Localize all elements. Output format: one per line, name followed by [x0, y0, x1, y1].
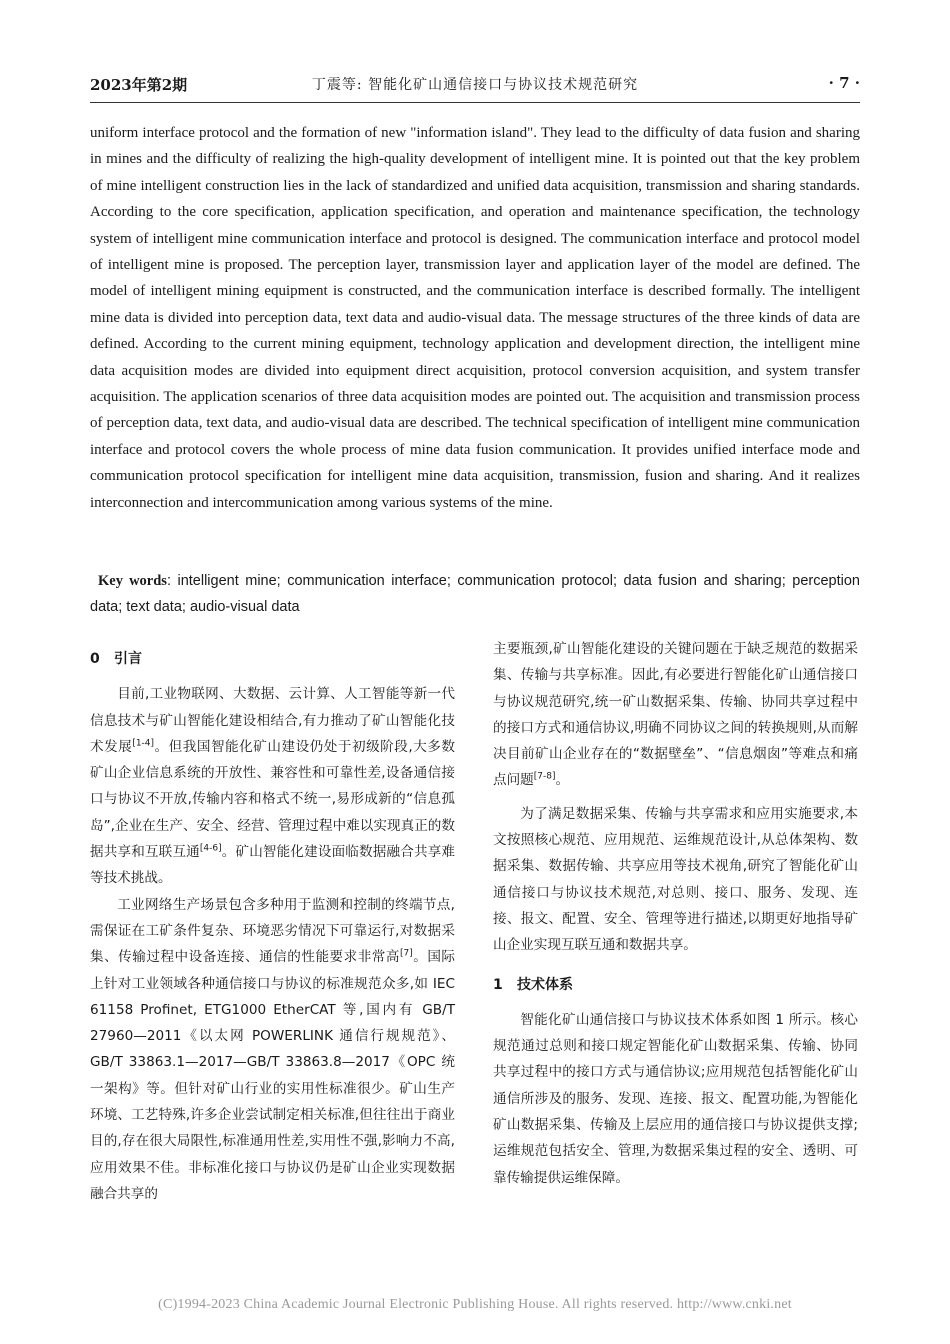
citation: [7-8] [533, 771, 556, 782]
keywords-label: Key words [98, 573, 167, 589]
right-column [493, 636, 858, 1191]
section-title: 引言 [114, 651, 142, 667]
page-number: · 7 · [828, 74, 860, 92]
text-run: 。 [555, 772, 570, 789]
text-run: 主要瓶颈,矿山智能化建设的关键问题在于缺乏规范的数据采集、传输与共享标准。因此,有必要进行智能化矿山通信接口与协议规范研究,统一矿山数据采集、传输、协同共享过程中的接口方式和通信协议,明确不同协议之间的转换规则,从而解决目前矿山企业存在的“数据壁垒”、“信息烟囱”等难点和痛点问题 [493, 641, 858, 789]
citation: [7] [399, 948, 413, 959]
paragraph-intro-1 [90, 681, 455, 891]
english-abstract: uniform interface protocol and the formation of new "information island". They lead to the difficulty of data fusion and sharing in mines and the difficulty of realizing the high-quality development of intelligent mine. It is pointed out that the key problem of mine intelligent construction lies in the lack of standardized and unified data acquisition, transmission and sharing standards. According to the core specification, application specification, and operation and maintenance specification, the technology system of intelligent mine communication interface and protocol is designed. The communication interface and protocol model of intelligent mine is proposed. The perception layer, transmission layer and application layer of the model are defined. The model of intelligent mining equipment is constructed, and the communication interface is described formally. The intelligent mine data is divided into perception data, text data and audio-visual data. The message structures of the three kinds of data are defined. According to the current mining equipment, technology application and development direction, the intelligent mine data acquisition modes are divided into equipment direct acquisition, protocol conversion acquisition, and system transfer acquisition. The application scenarios of three data acquisition modes are pointed out. The acquisition and transmission process of perception data, text data, and audio-visual data are described. The technical specification of intelligent mine communication interface and protocol covers the whole process of mine data fusion communication. It provides unified interface mode and communication protocol specification for intelligent mine data acquisition, transmission, fusion and sharing. And it realizes interconnection and intercommunication among various systems of the mine. [90, 125, 860, 511]
keywords [90, 568, 860, 620]
journal-issue: 2023年第2期 [90, 76, 188, 94]
section-number: 1 [493, 976, 503, 993]
left-column [90, 640, 455, 1207]
text-run: 目前,工业物联网、大数据、云计算、人工智能等新一代信息技术与矿山智能化建设相结合,有力推动了矿山智能化技术发展 [90, 686, 455, 755]
paragraph-intro-3: 为了满足数据采集、传输与共享需求和应用实施要求,本文按照核心规范、应用规范、运维规范设计,从总体架构、数据采集、数据传输、共享应用等技术视角,研究了智能化矿山通信接口与协议技术规范,对总则、接口、服务、发现、连接、报文、配置、安全、管理等进行描述,以期更好地指导矿山企业实现互联互通和数据共享。 [493, 805, 858, 954]
text-run: 。矿山智能化建设面临数据融合共享难等技术挑战。 [90, 844, 456, 887]
text-run: 工业网络生产场景包含多种用于监测和控制的终端节点,需保证在工矿条件复杂、环境恶劣情况下可靠运行,对数据采集、传输过程中设备连接、通信的性能要求非常高 [90, 896, 455, 966]
section-heading-tech-system [493, 972, 858, 998]
text-run: 。但我国智能化矿山建设仍处于初级阶段,大多数矿山企业信息系统的开放性、兼容性和可靠性差,设备通信接口与协议不开放,传输内容和格式不统一,易形成新的“信息孤岛”,企业在生产、安全、经营、管理过程中难以实现真正的数据共享和互联互通 [90, 738, 456, 861]
paragraph-intro-2 [90, 892, 455, 1208]
paragraph-tech-system-1: 智能化矿山通信接口与协议技术体系如图 1 所示。核心规范通过总则和接口规定智能化矿山数据采集、传输、协同共享过程中的接口方式与通信协议;应用规范包括智能化矿山通信所涉及的服务、发现、连接、报文、配置功能,为智能化矿山数据采集、传输及上层应用的通信接口与协议提供支撑;运维规范包括安全、管理,为数据采集过程的安全、透明、可靠传输提供运维保障。 [493, 1011, 858, 1186]
citation: [1-4] [132, 738, 155, 749]
section-title: 技术体系 [517, 976, 573, 993]
paragraph-intro-2-continued [493, 636, 858, 794]
section-heading-intro [90, 646, 455, 672]
citation: [4-6] [199, 843, 222, 854]
running-header [90, 72, 860, 103]
section-number: 0 [90, 651, 100, 667]
copyright-footer: (C)1994-2023 China Academic Journal Electronic Publishing House. All rights reserved. http://www.cnki.net [158, 1297, 792, 1312]
text-run: 。国际上针对工业领域各种通信接口与协议的标准规范众多,如 IEC 61158 Profinet, ETG1000 EtherCAT 等,国内有 GB/T 27960—2011《以太网 POWERLINK 通信行规规范》、GB/T 33863.1—2017—GB/T 33863.8—2017《OPC 统一架构》等。但针对矿山行业的实用性标准很少。矿山生产环境、工艺特殊,许多企业尝试制定相关标准,但往往出于商业目的,存在很大局限性,标准通用性差,实用性不强,影响力不高,应用效果不佳。非标准化接口与协议仍是矿山企业实现数据融合共享的 [90, 949, 456, 1202]
running-title: 丁震等: 智能化矿山通信接口与协议技术规范研究 [311, 77, 639, 93]
keywords-text: : intelligent mine; communication interface; communication protocol; data fusion and sharing; perception data; text data; audio-visual data [90, 573, 860, 615]
